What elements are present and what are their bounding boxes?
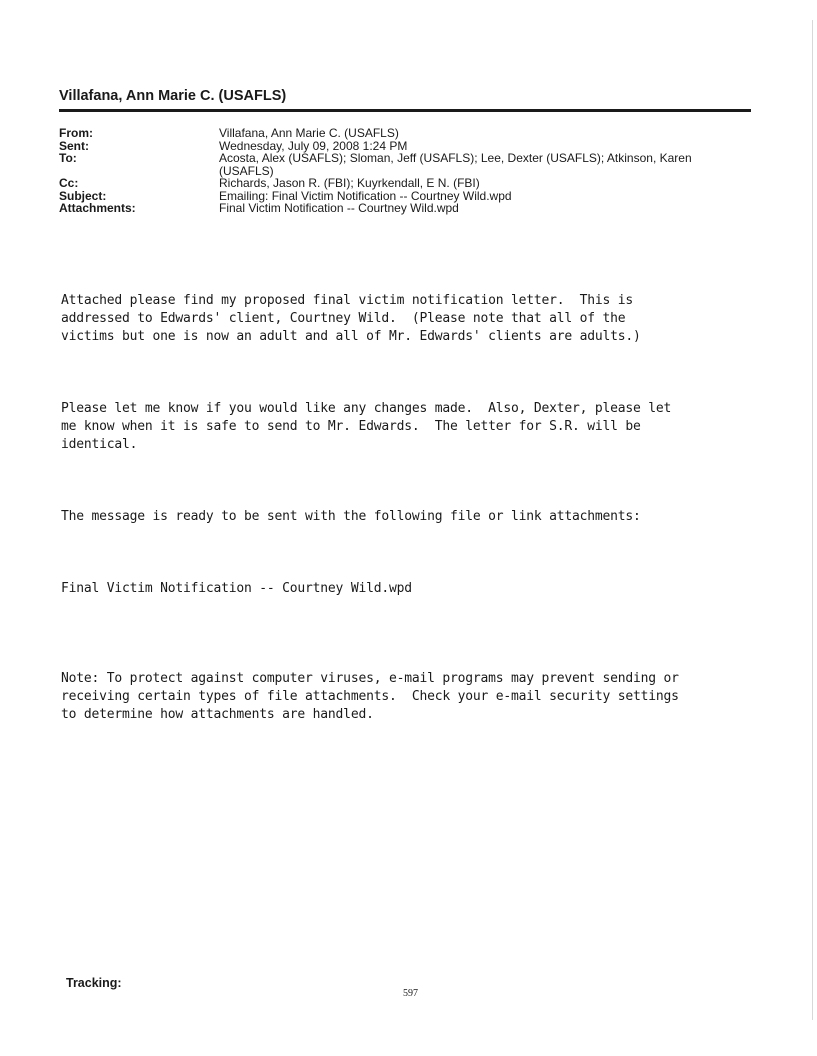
to-label: To: (59, 151, 77, 165)
cc-label: Cc: (59, 176, 79, 190)
email-body (61, 256, 751, 760)
subject-label: Subject: (59, 188, 107, 203)
body-paragraph-intro: Attached please find my proposed final victim notification letter. This is addressed to Edwards' client, Courtney Wild. (Please note that all of the victims but one is now an adult and all of Mr. Edwards' clients are adults.) (61, 293, 641, 344)
from-value: Villafana, Ann Marie C. (USAFLS) (219, 126, 399, 140)
subject-value: Emailing: Final Victim Notification -- Courtney Wild.wpd (219, 188, 512, 203)
sender-name-heading (59, 88, 286, 104)
header-rule (59, 109, 751, 112)
body-paragraph-ready: The message is ready to be sent with the following file or link attachments: (61, 509, 641, 524)
scan-edge-line (812, 20, 813, 1020)
email-header-fields (59, 127, 749, 215)
sent-label: Sent: (59, 138, 89, 153)
page-number: 597 (403, 988, 418, 999)
attachments-label: Attachments: (59, 201, 136, 215)
to-value: Acosta, Alex (USAFLS); Sloman, Jeff (USAFLS); Lee, Dexter (USAFLS); Atkinson, Karen (USAFLS) (219, 151, 692, 178)
sent-value: Wednesday, July 09, 2008 1:24 PM (219, 138, 408, 153)
tracking-label: Tracking: (66, 976, 122, 990)
cc-value: Richards, Jason R. (FBI); Kuyrkendall, E N. (FBI) (219, 176, 480, 190)
attachments-row (59, 202, 749, 215)
body-paragraph-note: Note: To protect against computer viruses, e-mail programs may prevent sending or receiving certain types of file attachments. Check your e-mail security settings to determine how attachments are handled. (61, 671, 679, 722)
attachments-value: Final Victim Notification -- Courtney Wild.wpd (219, 201, 459, 215)
from-row (59, 127, 749, 140)
cc-row (59, 177, 749, 190)
to-row (59, 152, 749, 177)
body-attachment-name: Final Victim Notification -- Courtney Wild.wpd (61, 581, 412, 596)
sender-name: Villafana, Ann Marie C. (USAFLS) (59, 88, 287, 104)
from-label: From: (59, 126, 93, 140)
body-paragraph-request: Please let me know if you would like any changes made. Also, Dexter, please let me know when it is safe to send to Mr. Edwards. The letter for S.R. will be identical. (61, 401, 672, 452)
